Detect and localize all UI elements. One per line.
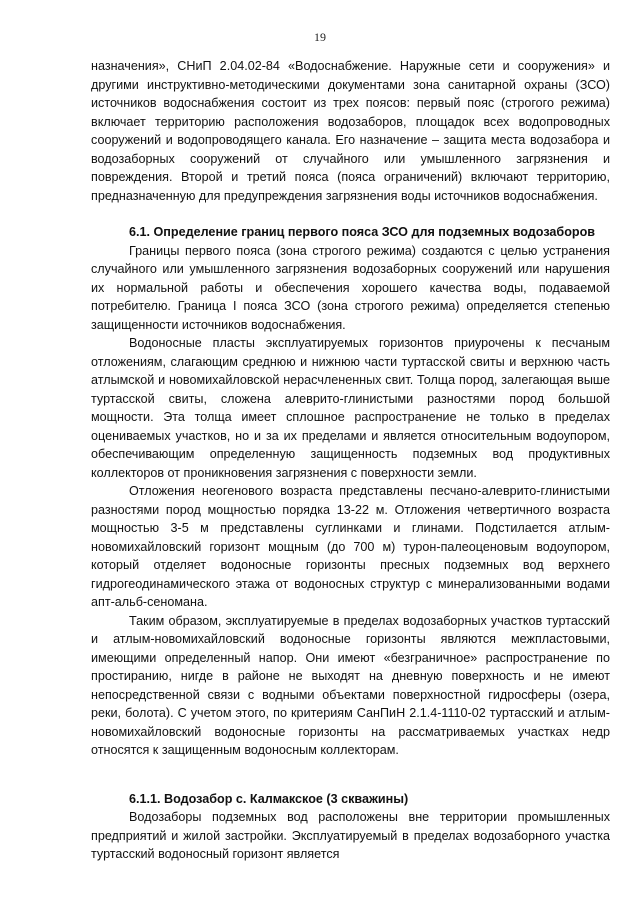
paragraph-5: Водозаборы подземных вод расположены вне территории промышленных предприятий и жилой застройки. Эксплуатируемый в пределах водозаборного участка туртасский водоносный горизонт является: [91, 810, 610, 861]
spacer: [91, 205, 610, 223]
spacer: [91, 760, 610, 790]
section-heading-6-1-1: 6.1.1. Водозабор с. Калмакское (3 скважины): [129, 791, 409, 806]
page-number: 19: [314, 30, 326, 44]
paragraph-1: Границы первого пояса (зона строгого режима) создаются с целью устранения случайного или умышленного загрязнения водозаборных сооружений или нарушения их нормальной работы и обеспечения хорошего качества воды, подаваемой потребителю. Граница I пояса ЗСО (зона строгого режима) определяется степенью защищенности источников водоснабжения.: [91, 243, 610, 332]
paragraph-4: Таким образом, эксплуатируемые в пределах водозаборных участков туртасский и атлым-новомихайловский водоносные горизонты являются межпластовыми, имеющими определенный напор. Они имеют «безграничное» распространение по простиранию, нигде в районе не выходят на дневную поверхность и не имеют непосредственной связи с водными объектами поверхностной гидросферы (озера, реки, болота). С учетом этого, по критериям СанПиН 2.1.4-1110-02 туртасский и атлым-новомихайловский водоносные горизонты на рассматриваемых участках недр относятся к защищенным водоносным коллекторам.: [91, 613, 610, 757]
paragraph-3: Отложения неогенового возраста представлены песчано-алеврито-глинистыми разностями пород мощностью порядка 13-22 м. Отложения четвертичного возраста мощностью 3-5 м представлены суглинками и глинами. Подстилается атлым-новомихайловский горизонт мощным (до 700 м) турон-палеоценовым водоупором, который отделяет водоносные горизонты пресных подземных вод верхнего гидрогеодинамического этажа от водоносных структур с минерализованными водами апт-альб-сеномана.: [91, 484, 610, 609]
section-heading-6-1: 6.1. Определение границ первого пояса ЗСО для подземных водозаборов: [129, 225, 596, 239]
document-body: [91, 57, 610, 864]
intro-paragraph: назначения», СНиП 2.04.02-84 «Водоснабжение. Наружные сети и сооружения» и другими инструктивно-методическими документами зона санитарной охраны (ЗСО) источников водоснабжения состоит из трех поясов: первый пояс (строгого режима) включает территорию расположения водозаборов, площадок всех водопроводных сооружений и водопроводящего канала. Его назначение – защита места водозабора и водозаборных сооружений от случайного или умышленного загрязнения и повреждения. Второй и третий пояса (пояса ограничений) включают территорию, предназначенную для предупреждения загрязнения воды источников водоснабжения.: [91, 59, 610, 203]
paragraph-2: Водоносные пласты эксплуатируемых горизонтов приурочены к песчаным отложениям, слагающим среднюю и нижнюю части туртасской свиты и верхнюю часть атлымской и новомихайловской нерасчлененных свит. Толща пород, залегающая выше туртасской свиты, сложена алеврито-глинистыми разностями пород большой мощности. Эта толща имеет сплошное распространение не только в пределах оцениваемых участков, но и за их пределами и является относительным водоупором, обеспечивающим определенную защищенность подземных вод продуктивных коллекторов от проникновения загрязнения с поверхности земли.: [91, 336, 610, 480]
